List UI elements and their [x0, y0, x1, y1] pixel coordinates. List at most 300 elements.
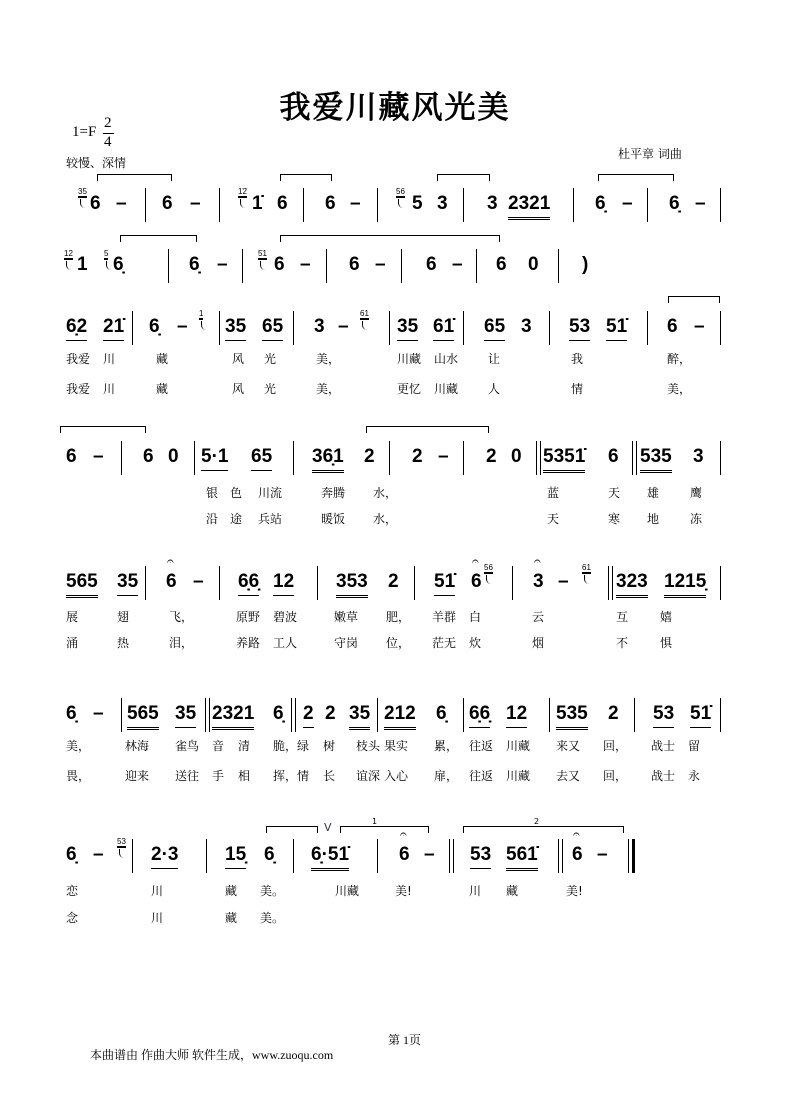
- lyric-syllable: 白: [469, 610, 482, 624]
- lyric-syllable: 寒: [608, 512, 621, 526]
- phrase-bracket: [463, 826, 624, 833]
- note: 2·3: [151, 844, 178, 869]
- lyric-syllable: 飞，: [169, 610, 194, 624]
- note: 6: [399, 844, 410, 865]
- lyric-syllable: 脆，绿: [273, 739, 310, 753]
- double-barline: [608, 566, 613, 600]
- lyric-syllable: 果实: [384, 739, 409, 753]
- lyric-syllable: 奔腾: [321, 486, 346, 500]
- note: 53: [653, 703, 674, 728]
- note: 6: [66, 446, 77, 467]
- barline: [145, 566, 146, 600]
- double-barline: [449, 839, 454, 873]
- lyric-syllable: 人: [488, 382, 501, 396]
- barline: [121, 441, 122, 475]
- note: –: [193, 571, 204, 592]
- note: 12: [273, 571, 294, 596]
- note: 35: [117, 571, 138, 596]
- fermata-icon: 𝄐: [472, 554, 479, 568]
- note: 51̇: [690, 703, 711, 728]
- note: 1: [77, 254, 88, 275]
- barline: [293, 839, 294, 873]
- note: 53: [569, 316, 590, 341]
- note: 6̣6̣: [238, 571, 259, 596]
- note: –: [424, 844, 435, 865]
- lyric-syllable: 川藏: [335, 884, 360, 898]
- note: 535: [556, 703, 588, 730]
- barline: [145, 188, 146, 222]
- note: 36̣1: [312, 446, 344, 473]
- note: 0: [168, 446, 179, 467]
- note: 6: [426, 254, 437, 275]
- lyric-syllable: 守岗: [334, 636, 359, 650]
- note: –: [300, 254, 311, 275]
- barline: [194, 441, 195, 475]
- note: 6: [471, 571, 482, 592]
- note: 6̣: [595, 193, 606, 214]
- barline: [168, 249, 169, 283]
- grace-hook-icon: [260, 261, 266, 270]
- note: –: [375, 254, 386, 275]
- barline: [414, 566, 415, 600]
- barline: [219, 566, 220, 600]
- note: 2: [412, 446, 423, 467]
- note: 6: [274, 254, 285, 275]
- lyric-syllable: 迎来: [125, 769, 150, 783]
- barline: [389, 441, 390, 475]
- note: 0: [528, 254, 539, 275]
- lyric-syllable: 我: [571, 352, 584, 366]
- grace-note: 5̇1: [258, 249, 267, 258]
- barline: [219, 311, 220, 345]
- lyric-syllable: 川: [469, 884, 482, 898]
- lyric-syllable: 茫无: [432, 636, 457, 650]
- note: 21̇: [103, 316, 124, 341]
- barline: [132, 839, 133, 873]
- lyric-syllable: 相: [238, 769, 251, 783]
- note: 3: [521, 316, 532, 337]
- note: 6̣: [273, 703, 284, 724]
- barline: [377, 839, 378, 873]
- lyric-syllable: 鹰: [690, 486, 703, 500]
- lyric-syllable: 不: [616, 636, 629, 650]
- barline: [206, 839, 207, 873]
- lyric-syllable: 手: [212, 769, 225, 783]
- note: 2: [388, 571, 399, 592]
- note: 535: [640, 446, 672, 473]
- double-barline: [536, 441, 541, 475]
- fermata-icon: 𝄐: [167, 554, 174, 568]
- note: 1̇: [252, 193, 263, 214]
- lyric-syllable: 嫩草: [334, 610, 359, 624]
- barline: [317, 566, 318, 600]
- lyric-syllable: 翅: [117, 610, 130, 624]
- time-signature-top: 2: [104, 115, 112, 131]
- grace-hook-icon: [106, 261, 112, 270]
- barline: [463, 698, 464, 732]
- grace-note: 56: [396, 187, 405, 196]
- lyric-syllable: 音: [212, 739, 225, 753]
- phrase-bracket: [266, 826, 318, 833]
- lyric-syllable: 美，: [316, 352, 341, 366]
- lyric-syllable: 林海: [125, 739, 150, 753]
- lyric-syllable: 风: [232, 352, 245, 366]
- barline: [132, 311, 133, 345]
- lyric-syllable: 回，: [603, 769, 628, 783]
- note: 3: [437, 193, 448, 214]
- barline: [463, 311, 464, 345]
- tempo-marking: 较慢、深情: [66, 156, 127, 170]
- note: 2321: [508, 193, 550, 220]
- phrase-bracket: [366, 426, 489, 433]
- note: –: [116, 193, 127, 214]
- note: 6: [277, 193, 288, 214]
- page-number: 第 1页: [388, 1033, 422, 1047]
- volta-2-label: 2: [534, 817, 540, 826]
- lyric-syllable: 让: [488, 352, 501, 366]
- grace-note: 12: [64, 249, 73, 258]
- note: 561̇: [506, 844, 538, 871]
- composer-credit: 杜平章 词曲: [618, 147, 682, 161]
- grace-note: 35: [78, 187, 87, 196]
- fermata-icon: 𝄐: [400, 827, 407, 841]
- lyric-syllable: 地: [647, 512, 660, 526]
- grace-hook-icon: [80, 199, 86, 208]
- barline: [573, 188, 574, 222]
- barline: [389, 311, 390, 345]
- note: –: [93, 703, 104, 724]
- note: 6: [143, 446, 154, 467]
- barline: [377, 188, 378, 222]
- lyric-syllable: 雀鸟: [175, 739, 200, 753]
- lyric-syllable: 位，: [386, 636, 411, 650]
- phrase-bracket: [120, 235, 197, 242]
- note: 6̣: [669, 193, 680, 214]
- note: 6: [162, 193, 173, 214]
- lyric-syllable: 川藏: [397, 352, 422, 366]
- barline: [242, 249, 243, 283]
- lyric-syllable: 留: [688, 739, 701, 753]
- grace-note: 53: [117, 837, 126, 846]
- lyric-syllable: 美!: [566, 884, 583, 898]
- double-barline: [205, 698, 210, 732]
- lyric-syllable: 兵站: [258, 512, 283, 526]
- note: –: [338, 316, 349, 337]
- grace-note: 5: [104, 249, 109, 258]
- lyric-syllable: 炊: [469, 636, 482, 650]
- lyric-syllable: 藏: [506, 884, 519, 898]
- grace-note: 61: [582, 563, 591, 572]
- lyric-syllable: 战士: [651, 769, 676, 783]
- note: 65: [262, 316, 283, 341]
- lyric-syllable: 送往: [175, 769, 200, 783]
- lyric-syllable: 树: [323, 739, 336, 753]
- note: 2: [608, 703, 619, 724]
- note: 35: [225, 316, 246, 341]
- barline: [634, 698, 635, 732]
- double-barline: [632, 441, 637, 475]
- note: 6̣: [149, 316, 160, 337]
- lyric-syllable: 畏，: [66, 769, 91, 783]
- lyric-syllable: 烟: [532, 636, 545, 650]
- barline: [401, 249, 402, 283]
- note: –: [597, 844, 608, 865]
- barline: [558, 249, 559, 283]
- note: 6: [608, 446, 619, 467]
- lyric-syllable: 水，: [373, 512, 398, 526]
- lyric-syllable: 往返: [469, 769, 494, 783]
- note: 1215̣: [664, 571, 706, 598]
- note: 353: [336, 571, 368, 598]
- lyric-syllable: 美!: [395, 884, 412, 898]
- note: 65: [484, 316, 505, 341]
- note: 6̣·51̇: [311, 844, 349, 871]
- lyric-syllable: 色: [230, 486, 243, 500]
- note: 6̣: [66, 703, 77, 724]
- lyric-syllable: 光: [264, 382, 277, 396]
- barline: [720, 311, 721, 345]
- phrase-bracket: [280, 235, 500, 242]
- lyric-syllable: 去又: [556, 769, 581, 783]
- note: 0: [511, 446, 522, 467]
- note: –: [694, 316, 705, 337]
- note: 6: [667, 316, 678, 337]
- phrase-bracket: [97, 174, 172, 181]
- lyric-syllable: 热: [117, 636, 130, 650]
- lyric-syllable: 枝头: [356, 739, 381, 753]
- lyric-syllable: 扉，: [434, 769, 459, 783]
- lyric-syllable: 养路: [236, 636, 261, 650]
- grace-note: 61: [360, 309, 369, 318]
- note: 6̣6̣: [469, 703, 490, 728]
- lyric-syllable: 川藏: [506, 769, 531, 783]
- lyric-syllable: 雄: [647, 486, 660, 500]
- grace-hook-icon: [119, 849, 125, 858]
- barline: [377, 698, 378, 732]
- phrase-bracket: [598, 174, 674, 181]
- double-barline: [628, 839, 635, 873]
- note: 2: [364, 446, 375, 467]
- lyric-syllable: 川藏: [506, 739, 531, 753]
- grace-hook-icon: [240, 199, 246, 208]
- note: 212: [384, 703, 416, 730]
- grace-note: 56: [484, 563, 493, 572]
- note: –: [622, 193, 633, 214]
- note: –: [695, 193, 706, 214]
- note: 6̣: [264, 844, 275, 865]
- note: 15̣: [225, 844, 246, 869]
- grace-hook-icon: [362, 321, 368, 330]
- lyric-syllable: 念: [66, 911, 79, 925]
- note: –: [558, 571, 569, 592]
- note: 51̇: [606, 316, 627, 341]
- note: 2: [325, 703, 336, 724]
- lyric-syllable: 碧波: [273, 610, 298, 624]
- note: 35: [397, 316, 418, 341]
- grace-note: 1̇2̇: [238, 187, 247, 196]
- fermata-icon: 𝄐: [573, 827, 580, 841]
- note: –: [438, 446, 449, 467]
- lyric-syllable: 云: [532, 610, 545, 624]
- barline: [293, 441, 294, 475]
- note: ): [582, 254, 589, 275]
- lyric-syllable: 川: [151, 911, 164, 925]
- grace-hook-icon: [66, 261, 72, 270]
- barline: [293, 311, 294, 345]
- lyric-syllable: 清: [238, 739, 251, 753]
- note: 565: [66, 571, 98, 598]
- note: 6̣: [189, 254, 200, 275]
- grace-hook-icon: [486, 575, 492, 584]
- fermata-icon: 𝄐: [534, 554, 541, 568]
- note: 6: [496, 254, 507, 275]
- note: –: [217, 254, 228, 275]
- barline: [326, 249, 327, 283]
- lyric-syllable: 暖饭: [321, 512, 346, 526]
- lyric-syllable: 美，: [316, 382, 341, 396]
- lyric-syllable: 长: [323, 769, 336, 783]
- lyric-syllable: 水，: [373, 486, 398, 500]
- lyric-syllable: 工人: [273, 636, 298, 650]
- lyric-syllable: 涌: [66, 636, 79, 650]
- lyric-syllable: 藏: [225, 884, 238, 898]
- lyric-syllable: 嬉: [660, 610, 673, 624]
- note: 2: [303, 703, 314, 728]
- note: 6: [349, 254, 360, 275]
- note: 3: [487, 193, 498, 214]
- key-signature: 1=F: [72, 124, 97, 140]
- lyric-syllable: 更忆: [397, 382, 422, 396]
- phrase-bracket: [60, 426, 146, 433]
- barline: [647, 311, 648, 345]
- barline: [720, 566, 721, 600]
- grace-hook-icon: [398, 199, 404, 208]
- barline: [463, 441, 464, 475]
- phrase-bracket: [437, 174, 490, 181]
- barline: [463, 188, 464, 222]
- lyric-syllable: 回，: [603, 739, 628, 753]
- lyric-syllable: 藏: [225, 911, 238, 925]
- lyric-syllable: 泪，: [169, 636, 194, 650]
- note: 6: [166, 571, 177, 592]
- note: 35: [175, 703, 196, 728]
- lyric-syllable: 藏: [156, 382, 169, 396]
- lyric-syllable: 冻: [690, 512, 703, 526]
- note: 12: [506, 703, 527, 728]
- grace-hook-icon: [201, 321, 207, 330]
- barline: [512, 566, 513, 600]
- barline: [121, 698, 122, 732]
- barline: [219, 188, 220, 222]
- lyric-syllable: 战士: [651, 739, 676, 753]
- lyric-syllable: 羊群: [432, 610, 457, 624]
- note: –: [93, 844, 104, 865]
- note: 2321: [212, 703, 254, 730]
- note: 5: [412, 193, 423, 214]
- barline: [303, 188, 304, 222]
- grace-note: 1: [199, 309, 204, 318]
- note: 3: [693, 446, 704, 467]
- note: 323: [616, 571, 648, 598]
- note: 565: [127, 703, 159, 730]
- lyric-syllable: 来又: [556, 739, 581, 753]
- phrase-bracket: [280, 174, 332, 181]
- phrase-bracket: [340, 826, 429, 833]
- lyric-syllable: 川: [151, 884, 164, 898]
- barline: [720, 441, 721, 475]
- note: 5351̇: [543, 446, 585, 473]
- note: 3: [314, 316, 325, 337]
- note: 53: [470, 844, 491, 869]
- lyric-syllable: 天: [608, 486, 621, 500]
- lyric-syllable: 恋: [66, 884, 79, 898]
- lyric-syllable: 山水: [434, 352, 459, 366]
- lyric-syllable: 天: [547, 512, 560, 526]
- lyric-syllable: 互: [616, 610, 629, 624]
- lyric-syllable: 谊深: [356, 769, 381, 783]
- lyric-syllable: 挥，情: [273, 769, 310, 783]
- note: –: [452, 254, 463, 275]
- note: 6̣: [66, 844, 77, 865]
- barline: [720, 698, 721, 732]
- breath-mark: V: [324, 821, 332, 834]
- note: 6̣: [436, 703, 447, 724]
- lyric-syllable: 肥，: [386, 610, 411, 624]
- lyric-syllable: 醉，: [667, 352, 692, 366]
- lyric-syllable: 惧: [660, 636, 673, 650]
- barline: [476, 249, 477, 283]
- time-signature-bottom: 4: [104, 134, 112, 150]
- note: 6: [572, 844, 583, 865]
- lyric-syllable: 美，: [66, 739, 91, 753]
- lyric-syllable: 入心: [384, 769, 409, 783]
- lyric-syllable: 川: [103, 382, 116, 396]
- lyric-syllable: 川: [103, 352, 116, 366]
- volta-1-label: 1: [372, 817, 378, 826]
- note: 6: [325, 193, 336, 214]
- lyric-syllable: 途: [230, 512, 243, 526]
- note: –: [177, 316, 188, 337]
- song-title: 我爱川藏风光美: [279, 90, 511, 126]
- note: 65: [251, 446, 272, 471]
- lyric-syllable: 往返: [469, 739, 494, 753]
- note: –: [93, 446, 104, 467]
- lyric-syllable: 情: [571, 382, 584, 396]
- lyric-syllable: 沿: [206, 512, 219, 526]
- note: 6̣: [113, 254, 124, 275]
- lyric-syllable: 川流: [258, 486, 283, 500]
- phrase-bracket: [668, 296, 720, 303]
- note: 6: [90, 193, 101, 214]
- barline: [549, 698, 550, 732]
- barline: [647, 188, 648, 222]
- note: 35: [349, 703, 370, 730]
- lyric-syllable: 川藏: [434, 382, 459, 396]
- note: 3: [533, 571, 544, 592]
- double-barline: [558, 839, 563, 873]
- lyric-syllable: 累，: [434, 739, 459, 753]
- lyric-syllable: 藏: [156, 352, 169, 366]
- note: –: [350, 193, 361, 214]
- lyric-syllable: 美。: [260, 911, 285, 925]
- grace-hook-icon: [584, 575, 590, 584]
- lyric-syllable: 原野: [236, 610, 261, 624]
- barline: [549, 311, 550, 345]
- lyric-syllable: 光: [264, 352, 277, 366]
- lyric-syllable: 银: [206, 486, 219, 500]
- note: 2: [486, 446, 497, 467]
- lyric-syllable: 风: [232, 382, 245, 396]
